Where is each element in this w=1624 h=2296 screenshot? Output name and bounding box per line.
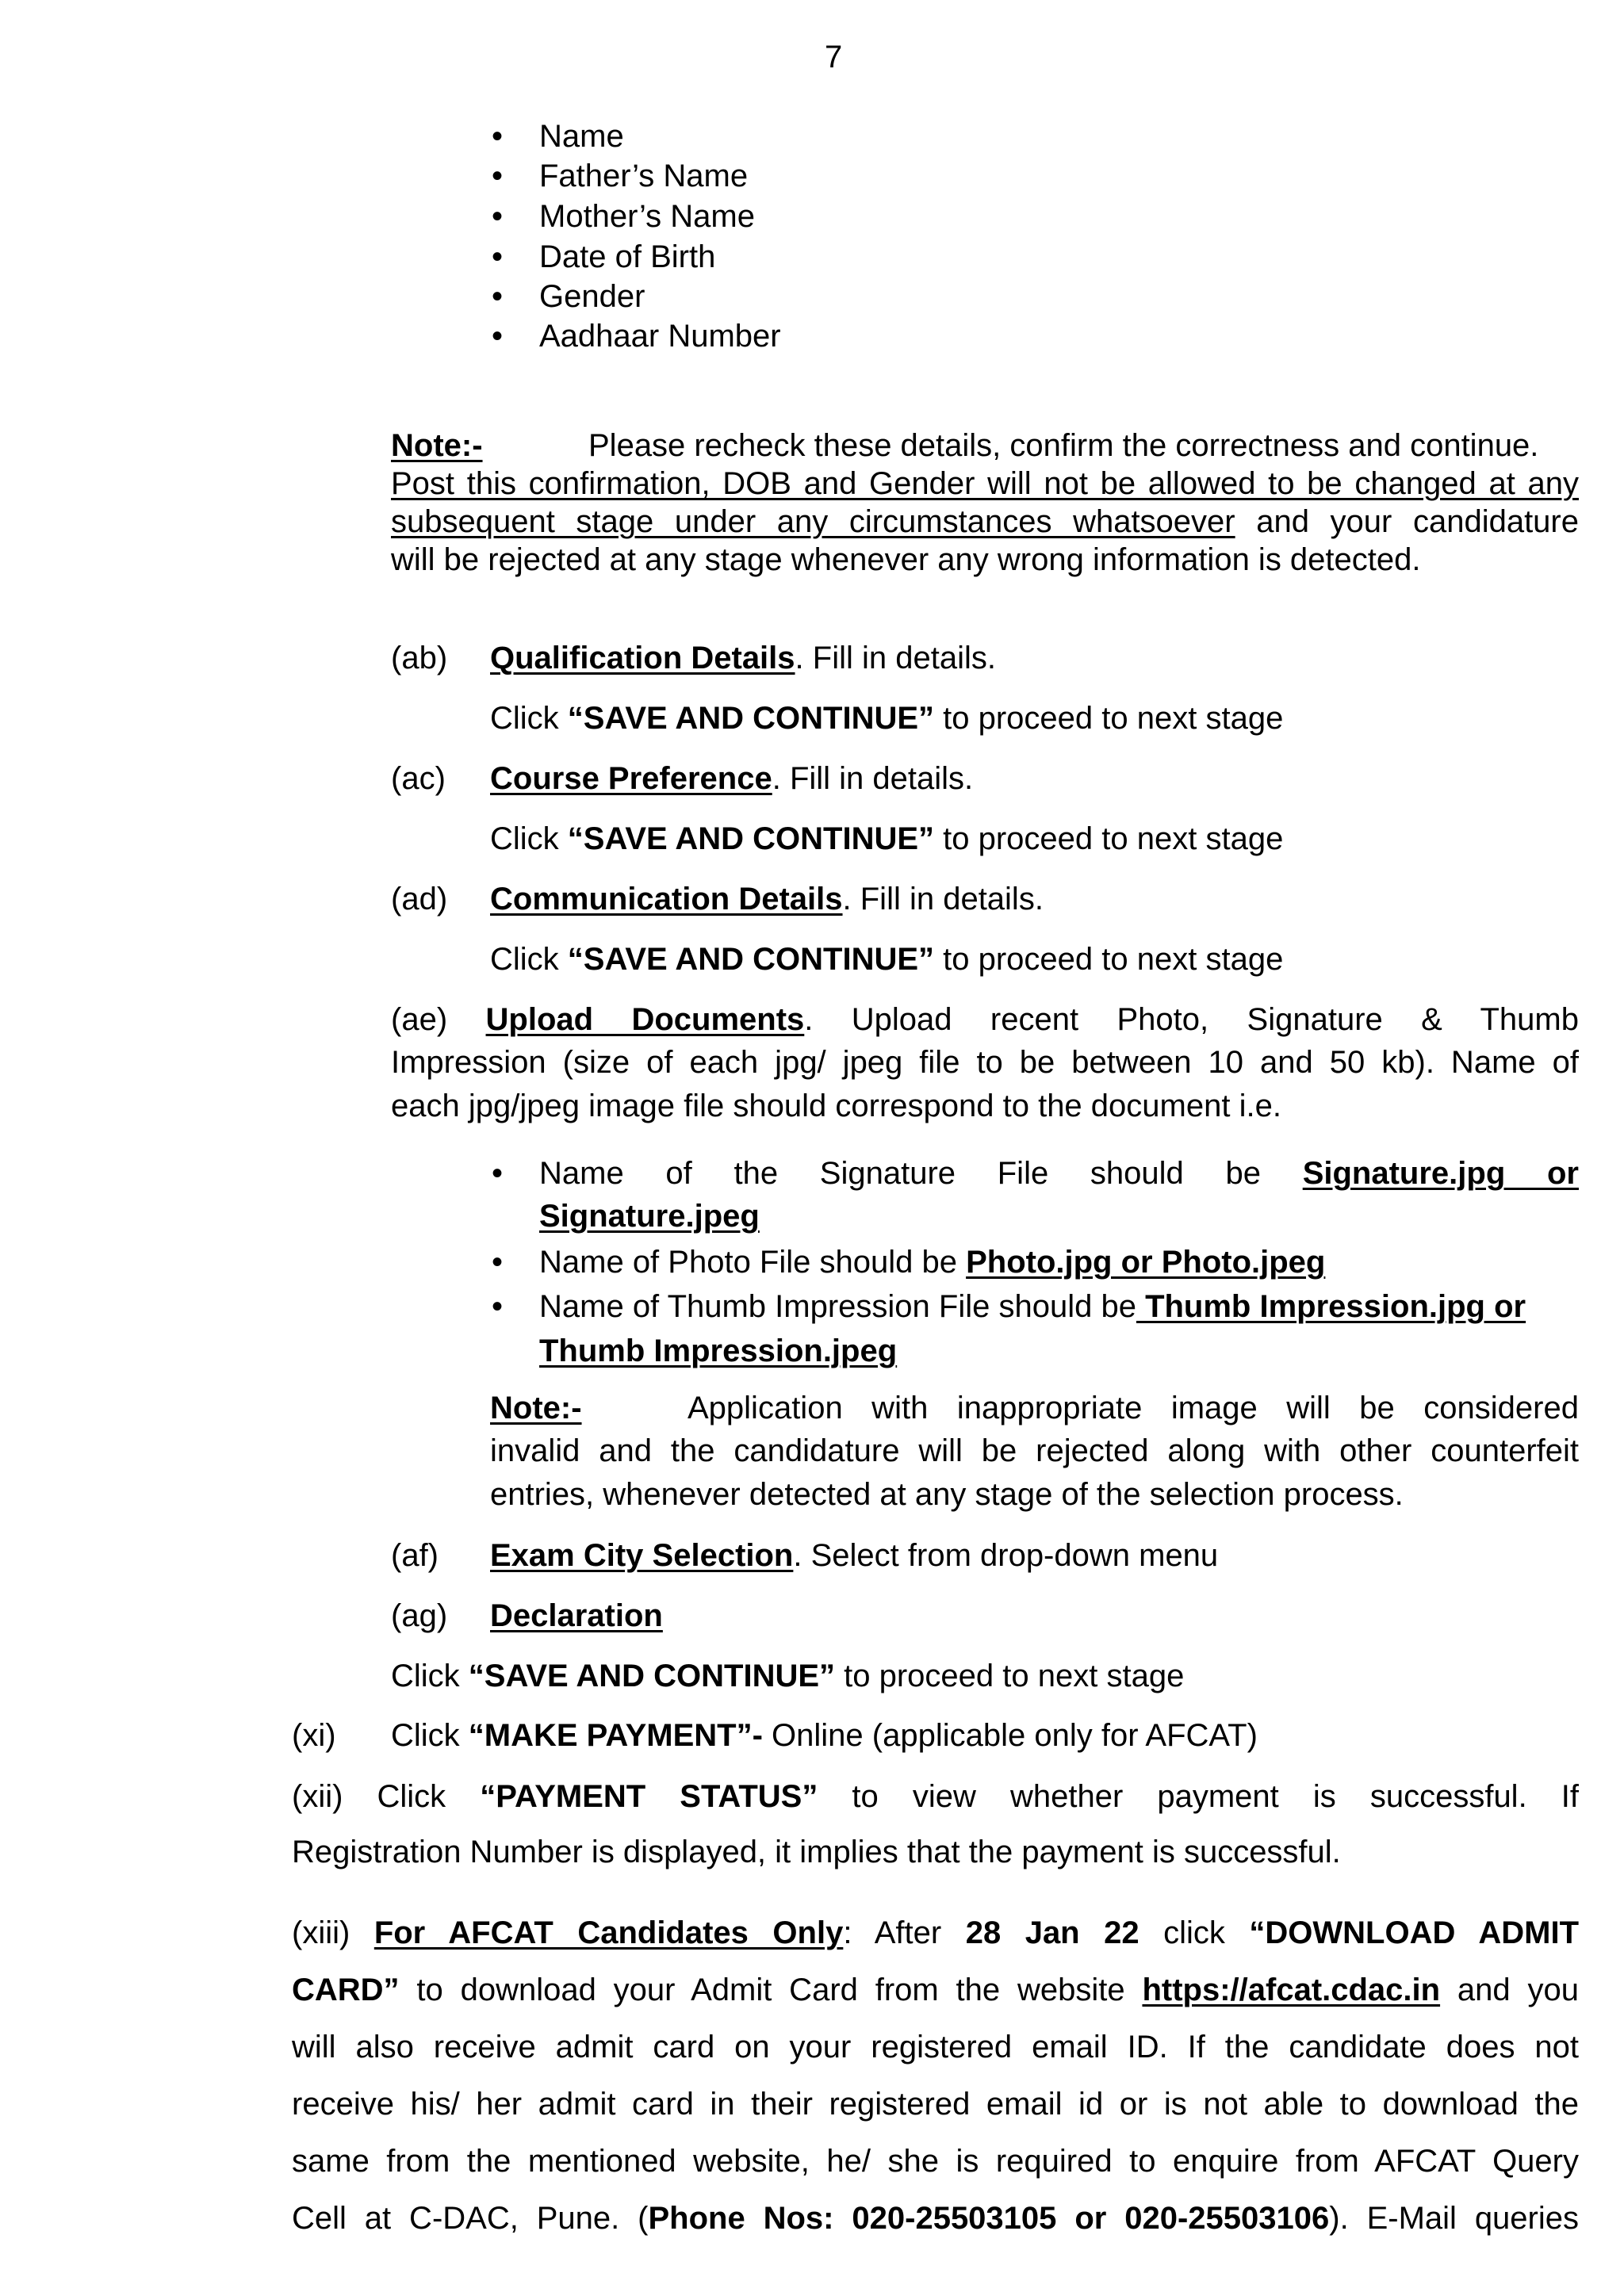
item-label-ag: (ag) [391, 1598, 448, 1633]
item-af [490, 1536, 1218, 1575]
bullet-icon: • [492, 279, 504, 314]
item-title: Upload Documents [485, 1002, 805, 1037]
list-item: Father’s Name [539, 159, 749, 193]
bullet-icon: • [492, 239, 504, 274]
item-text: . Select from drop-down menu [793, 1538, 1219, 1573]
admit-card-text: same from the mentioned website, he/ she is required to enquire from AFCAT Query [292, 2144, 1579, 2179]
item-label-ac: (ac) [391, 761, 446, 796]
click-word: Click [391, 1718, 469, 1753]
click-word: Click [490, 821, 568, 856]
save-continue-label: “SAVE AND CONTINUE” [567, 821, 935, 856]
bullet-icon: • [492, 1245, 504, 1280]
note-label: Note:- [391, 428, 483, 463]
admit-card-text: will also receive admit card on your registered email ID. If the candidate does not [292, 2030, 1579, 2064]
step-text: : After [843, 1915, 966, 1950]
rule-text: Name of the Signature File should be [539, 1156, 1303, 1191]
note-text [391, 503, 1579, 541]
step-text: Cell at C-DAC, Pune. ( [292, 2201, 649, 2236]
item-ad [490, 880, 1044, 918]
admit-date: 28 Jan 22 [965, 1915, 1139, 1950]
note-text: entries, whenever detected at any stage of the selection process. [490, 1477, 1404, 1512]
click-word: Click [490, 942, 568, 977]
step-label-xii: (xii) [292, 1779, 343, 1814]
step-text: Online (applicable only for AFCAT) [762, 1718, 1258, 1753]
step-text: Registration Number is displayed, it implies that the payment is successful. [292, 1835, 1341, 1869]
file-name: Signature.jpeg [539, 1199, 760, 1234]
list-item: Gender [539, 279, 645, 314]
proceed-text: to proceed to next stage [934, 701, 1284, 736]
website-link[interactable]: https://afcat.cdac.in [1142, 1973, 1441, 2007]
make-payment-step [391, 1716, 1258, 1755]
item-label-ad: (ad) [391, 882, 448, 916]
item-text: . Upload recent Photo, Signature & Thumb [804, 1002, 1579, 1037]
proceed-text: to proceed to next stage [835, 1659, 1185, 1693]
bullet-icon: • [492, 319, 504, 354]
item-ac [490, 760, 973, 798]
list-item: Mother’s Name [539, 199, 755, 234]
file-name: Thumb Impression.jpeg [539, 1334, 898, 1368]
item-ae-text: each jpg/jpeg image file should correspond to the document i.e. [391, 1089, 1281, 1123]
item-label-ae: (ae) [391, 1002, 448, 1037]
note-label: Note:- [490, 1391, 582, 1425]
payment-status-step [292, 1777, 1579, 1816]
save-continue-label: “SAVE AND CONTINUE” [468, 1659, 836, 1693]
rule-text: Name of Thumb Impression File should be [539, 1289, 1136, 1324]
file-name: Photo.jpg or Photo.jpeg [966, 1245, 1326, 1280]
step-text: click [1139, 1915, 1250, 1950]
item-text: . Fill in details. [772, 761, 974, 796]
save-continue-instruction [490, 940, 1283, 978]
bullet-icon: • [492, 119, 504, 154]
save-continue-instruction [391, 1657, 1184, 1695]
make-payment-label: “MAKE PAYMENT”- [468, 1718, 763, 1753]
proceed-text: to proceed to next stage [934, 942, 1284, 977]
click-word: Click [490, 701, 568, 736]
step-text: to download your Admit Card from the website [399, 1973, 1143, 2007]
step-text: and you [1440, 1973, 1579, 2007]
item-label-af: (af) [391, 1538, 439, 1573]
item-title: Qualification Details [490, 641, 795, 675]
item-ab [490, 639, 996, 677]
bullet-icon: • [492, 199, 504, 234]
item-title: Communication Details [490, 882, 843, 916]
item-text: . Fill in details. [842, 882, 1044, 916]
step-title: For AFCAT Candidates Only [373, 1915, 844, 1950]
note-text-underlined: subsequent stage under any circumstances whatsoever [391, 504, 1235, 539]
note-text: invalid and the candidature will be rejected along with other counterfeit [490, 1433, 1579, 1468]
bullet-icon: • [492, 1156, 504, 1191]
item-title: Declaration [490, 1598, 663, 1633]
bullet-icon: • [492, 159, 504, 193]
rule-text: Name of Photo File should be [539, 1245, 967, 1280]
phone-numbers: Phone Nos: 020-25503105 or 020-25503106 [648, 2201, 1330, 2236]
file-name: Thumb Impression.jpg or [1136, 1289, 1526, 1324]
item-text: . Fill in details. [795, 641, 996, 675]
download-admit-label: “DOWNLOAD ADMIT [1249, 1915, 1580, 1950]
admit-card-text [292, 2199, 1579, 2237]
step-label-xi: (xi) [292, 1718, 336, 1753]
save-continue-instruction [490, 699, 1283, 737]
admit-card-text [292, 1971, 1579, 2009]
item-ae-text: Impression (size of each jpg/ jpeg file to be between 10 and 50 kb). Name of [391, 1045, 1579, 1080]
file-name: Signature.jpg or [1302, 1156, 1579, 1191]
download-admit-label: CARD” [292, 1973, 400, 2007]
save-continue-label: “SAVE AND CONTINUE” [567, 701, 935, 736]
step-label-xiii: (xiii) [292, 1915, 350, 1950]
note-text: Post this confirmation, DOB and Gender will not be allowed to be changed at any [391, 466, 1579, 501]
thumb-file-rule [539, 1288, 1526, 1326]
list-item: Aadhaar Number [539, 319, 781, 354]
click-word: Click [377, 1779, 481, 1814]
click-word: Click [391, 1659, 469, 1693]
note-text: will be rejected at any stage whenever any wrong information is detected. [391, 542, 1421, 577]
photo-file-rule [539, 1243, 1325, 1281]
note-text: Application with inappropriate image will be considered [688, 1391, 1579, 1425]
item-label-ab: (ab) [391, 641, 448, 675]
note-text: Please recheck these details, confirm the correctness and continue. [588, 428, 1539, 463]
admit-card-step [292, 1914, 1579, 1952]
proceed-text: to proceed to next stage [934, 821, 1284, 856]
admit-card-text: receive his/ her admit card in their registered email id or is not able to download the [292, 2087, 1579, 2122]
list-item: Name [539, 119, 624, 154]
bullet-icon: • [492, 1289, 504, 1324]
item-title: Course Preference [490, 761, 772, 796]
step-text: to view whether payment is successful. If [818, 1779, 1579, 1814]
note-text-rest: and your candidature [1235, 504, 1579, 539]
list-item: Date of Birth [539, 239, 716, 274]
item-ae [391, 1001, 1579, 1039]
step-text: ). E-Mail queries [1329, 2201, 1580, 2236]
payment-status-label: “PAYMENT STATUS” [480, 1779, 818, 1814]
page-number: 7 [825, 40, 843, 75]
save-continue-label: “SAVE AND CONTINUE” [567, 942, 935, 977]
item-title: Exam City Selection [490, 1538, 794, 1573]
signature-file-rule [539, 1154, 1579, 1192]
save-continue-instruction [490, 820, 1283, 858]
